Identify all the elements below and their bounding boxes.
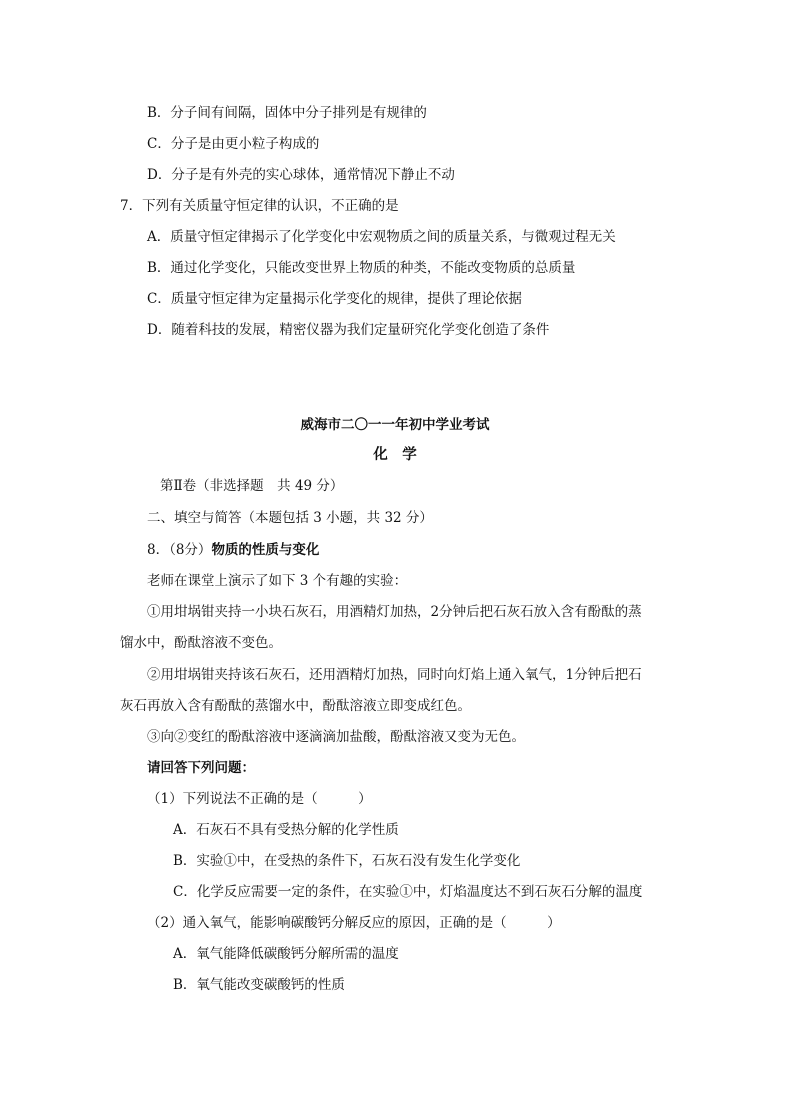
q8-sub1-option-c: C．化学反应需要一定的条件，在实验①中，灯焰温度达不到石灰石分解的温度 [173, 884, 643, 900]
q7-option-d: D．随着科技的发展，精密仪器为我们定量研究化学变化创造了条件 [147, 322, 550, 338]
q8-exp2-line2: 灰石再放入含有酚酞的蒸馏水中，酚酞溶液立即变成红色。 [120, 698, 471, 714]
q8-sub2-option-a: A．氧气能降低碳酸钙分解所需的温度 [173, 946, 399, 962]
q8-exp1-line1: ①用坩埚钳夹持一小块石灰石，用酒精灯加热，2分钟后把石灰石放入含有酚酞的蒸 [147, 604, 642, 620]
volume-header: 第Ⅱ卷（非选择题 共 49 分） [160, 478, 344, 494]
q6-option-c: C．分子是由更小粒子构成的 [147, 136, 320, 152]
q8-intro: 老师在课堂上演示了如下 3 个有趣的实验： [147, 573, 408, 589]
q8-exp2-line1: ②用坩埚钳夹持该石灰石，还用酒精灯加热，同时向灯焰上通入氧气，1分钟后把石 [147, 667, 642, 683]
q8-heading [147, 541, 319, 559]
q8-exp3: ③向②变红的酚酞溶液中逐滴滴加盐酸，酚酞溶液又变为无色。 [147, 729, 525, 745]
subject-title: 化 学 [373, 446, 417, 463]
q8-prompt: 请回答下列问题： [147, 760, 255, 776]
q6-option-d: D．分子是有外壳的实心球体，通常情况下静止不动 [147, 167, 455, 183]
q7-option-c: C．质量守恒定律为定量揭示化学变化的规律，提供了理论依据 [147, 291, 522, 307]
exam-title: 威海市二〇一一年初中学业考试 [300, 417, 490, 433]
q8-sub1-option-a: A．石灰石不具有受热分解的化学性质 [173, 822, 399, 838]
q8-sub1-stem: （1）下列说法不正确的是（ ） [147, 791, 372, 807]
q7-stem: 7．下列有关质量守恒定律的认识，不正确的是 [120, 198, 399, 214]
q7-option-a: A．质量守恒定律揭示了化学变化中宏观物质之间的质量关系，与微观过程无关 [147, 229, 616, 245]
q8-number: 8．（8分） [147, 542, 212, 558]
q6-option-b: B．分子间有间隔，固体中分子排列是有规律的 [147, 105, 427, 121]
q8-sub2-option-b: B．氧气能改变碳酸钙的性质 [173, 977, 345, 993]
q8-exp1-line2: 馏水中，酚酞溶液不变色。 [120, 635, 282, 651]
q8-title: 物质的性质与变化 [211, 542, 320, 558]
q8-sub2-stem: （2）通入氧气，能影响碳酸钙分解反应的原因，正确的是（ ） [147, 915, 561, 931]
q7-option-b: B．通过化学变化，只能改变世界上物质的种类，不能改变物质的总质量 [147, 260, 576, 276]
q8-sub1-option-b: B．实验①中，在受热的条件下，石灰石没有发生化学变化 [173, 853, 521, 869]
section-header: 二、填空与简答（本题包括 3 小题，共 32 分） [147, 510, 433, 526]
